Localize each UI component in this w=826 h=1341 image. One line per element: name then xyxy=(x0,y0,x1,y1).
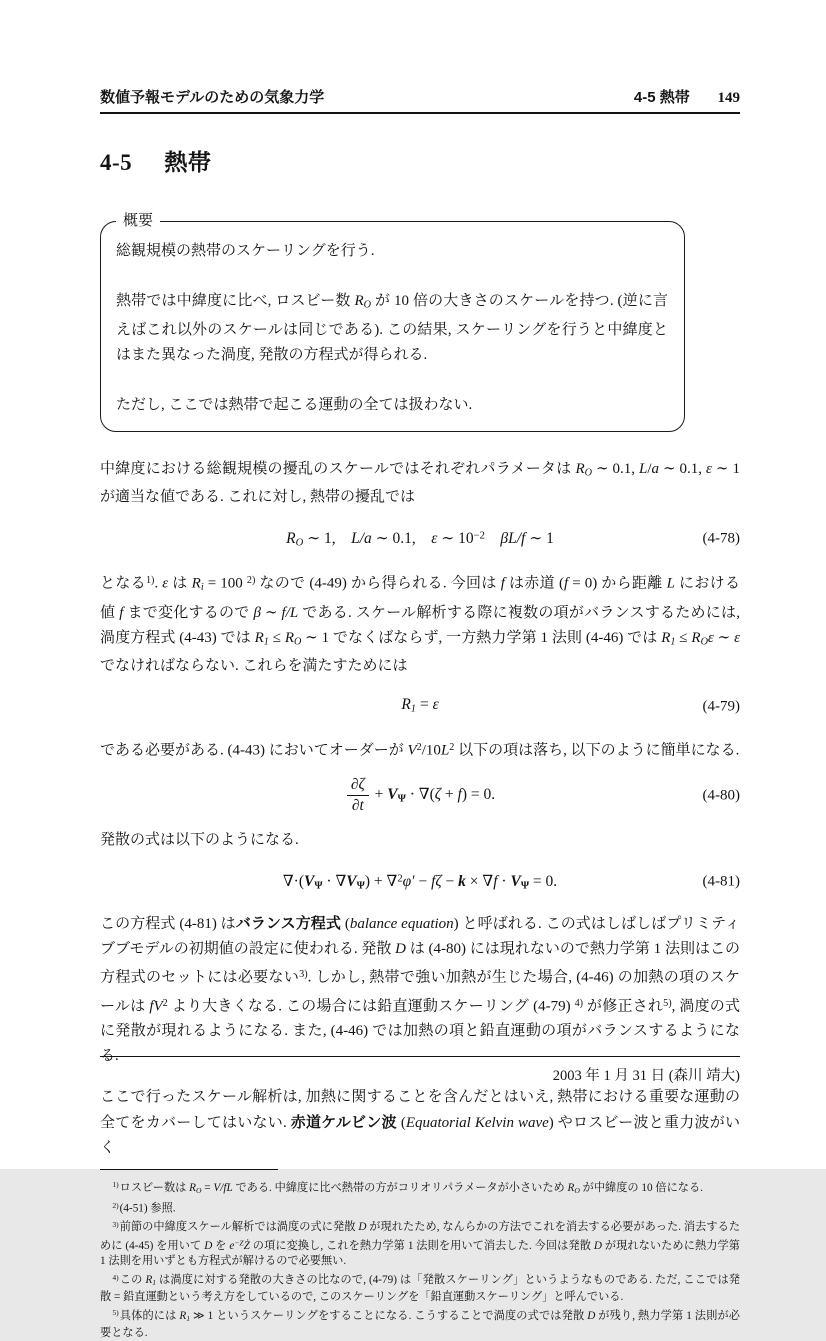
running-section-label: 4-5 熱帯 xyxy=(633,89,690,106)
footnote-text: ロスビー数は RO = V/fL である. 中緯度に比べ熱帯の方がコリオリパラメータが小さいため RO が中緯度の 10 倍になる. xyxy=(119,1181,703,1195)
equation-4-81 xyxy=(100,866,740,898)
footnote-text: 前節の中緯度スケール解析では渦度の式に発散 D が現れたため, なんらかの方法でこれを消去する必要があった. 消去するために (4-45) を用いて D を $e^{-Z}Ż$ の項に変換し, これを熱力学第 1 法則を用いて消去した. 今回は発散 D が現れないために熱力学第 1 法則を用いずとも方程式が解けるので必要無い. xyxy=(100,1221,741,1268)
equation-4-78 xyxy=(100,523,740,555)
overview-box-label: 概要 xyxy=(116,210,160,232)
body-paragraph: この方程式 (4-81) はバランス方程式 (balance equation) と呼ばれる. この式はしばしばプリミティブブモデルの初期値の設定に使われる. 発散 D は (4-80) には現れないので熱力学第 1 法則はこの方程式のセットには必要ない$^{3)}$. しかし, 熱帯で強い加熱が生じた場合, (4-46) の加熱の項のスケールは $fV^2$ より大きくなる. この場合には鉛直運動スケーリング (4-79) $^{4)}$ が修正され$^{5)}$, 渦度の式に発散が現れるようになる. また, (4-46) では加熱の項と鉛直運動の項がバランスするようになる. xyxy=(100,915,740,1065)
footer-date: 2003 年 1 月 31 日 (森川 靖大) xyxy=(552,1068,740,1084)
section-title xyxy=(100,144,740,177)
footnote-text: (4-51) 参照. xyxy=(119,1202,176,1215)
footnote-mark: 4) xyxy=(112,1272,119,1282)
equation-4-80 xyxy=(100,776,740,815)
body-paragraph: である必要がある. (4-43) においてオーダーが $V^2/10L^2$ 以下の項は落ち, 以下のように簡単になる. xyxy=(100,741,740,759)
footnotes-section xyxy=(100,1169,740,1341)
footnote-separator xyxy=(100,1169,278,1170)
overview-paragraph: ただし, ここでは熱帯で起こる運動の全ては扱わない. xyxy=(116,396,473,413)
equation-body: R1 = ε xyxy=(401,696,439,715)
equation-number: (4-78) xyxy=(702,530,740,547)
footnote-5 xyxy=(100,1305,740,1341)
footnote-text: この R1 は渦度に対する発散の大きさの比なので, (4-79) は「発散スケーリング」というようなものである. ただ, ここでは発散 = 鉛直運動という考え方をしているので, このスケーリングを「鉛直運動スケーリング」と呼んでいる. xyxy=(100,1273,740,1304)
footnote-4 xyxy=(100,1270,740,1306)
footnote-mark: 1) xyxy=(112,1180,119,1190)
section-number: 4-5 xyxy=(100,150,133,175)
page-footer xyxy=(100,1056,740,1085)
footnote-1 xyxy=(100,1177,740,1198)
equation-number: (4-79) xyxy=(702,698,740,715)
equation-body: ∇·(VΨ · ∇VΨ) + ∇$^2$φ′ − fζ − k × ∇f · VΨ = 0. xyxy=(282,872,558,892)
page-number: 149 xyxy=(717,90,740,106)
overview-box xyxy=(100,213,685,432)
running-title: 数値予報モデルのための気象力学 xyxy=(100,89,325,106)
body-paragraph: となる$^{1)}$. ε は Ri = 100 $^{2)}$ なので (4-49) から得られる. 今回は f は赤道 (f = 0) から距離 L における値 f まで変化するので β ∼ f/L である. スケール解析する際に複数の項がバランスするためには, 渦度方程式 (4-43) では R1 ≤ RO ∼ 1 でなくばならず, 一方熱力学第 1 法則 (4-46) では R1 ≤ ROε ∼ ε でなければならない. これらを満たすためには xyxy=(100,575,741,675)
body-paragraph: ここで行ったスケール解析は, 加熱に関することを含んだとはいえ, 熱帯における重要な運動の全てをカバーしてはいない. 赤道ケルビン波 (Equatorial Kelvin wave) やロスビー波と重力波がいく xyxy=(100,1089,740,1157)
running-header-right xyxy=(634,86,740,107)
overview-paragraph: 総観規模の熱帯のスケーリングを行う. xyxy=(116,243,375,259)
section-name: 熱帯 xyxy=(164,149,212,175)
footnote-3 xyxy=(100,1217,740,1270)
body-paragraph: 中緯度における総観規模の擾乱のスケールではそれぞれパラメータは RO ∼ 0.1, L/a ∼ 0.1, ε ∼ 1 が適当な値である. これに対し, 熱帯の擾乱では xyxy=(100,460,740,506)
equation-number: (4-81) xyxy=(702,873,740,890)
footnote-mark: 3) xyxy=(112,1219,119,1229)
footnote-mark: 2) xyxy=(112,1201,119,1211)
running-header xyxy=(100,86,740,114)
footnote-text: 具体的には R1 ≫ 1 というスケーリングをすることになる. こうすることで渦度の式では発散 D が残り, 熱力学第 1 法則が必要となる. xyxy=(100,1309,740,1340)
body-paragraph: 発散の式は以下のようになる. xyxy=(100,831,299,848)
equation-body: $\frac{\partial\zeta}{\partial t}$ + VΨ · ∇(ζ + f) = 0. xyxy=(345,786,495,803)
equation-number: (4-80) xyxy=(702,787,740,804)
equation-body: RO ∼ 1, L/a ∼ 0.1, ε ∼ $10^{-2}$ βL/f ∼ 1 xyxy=(286,529,554,549)
equation-4-79 xyxy=(100,692,740,722)
footnote-2 xyxy=(100,1198,740,1217)
fraction: $\frac{\partial\zeta}{\partial t}$ xyxy=(347,776,369,815)
overview-paragraph: 熱帯では中緯度に比べ, ロスビー数 RO が 10 倍の大きさのスケールを持つ. (逆に言えばこれ以外のスケールは同じである). この結果, スケーリングを行うと中緯度とはまた異なった渦度, 発散の方程式が得られる. xyxy=(116,293,668,363)
footnote-mark: 5) xyxy=(112,1308,119,1318)
